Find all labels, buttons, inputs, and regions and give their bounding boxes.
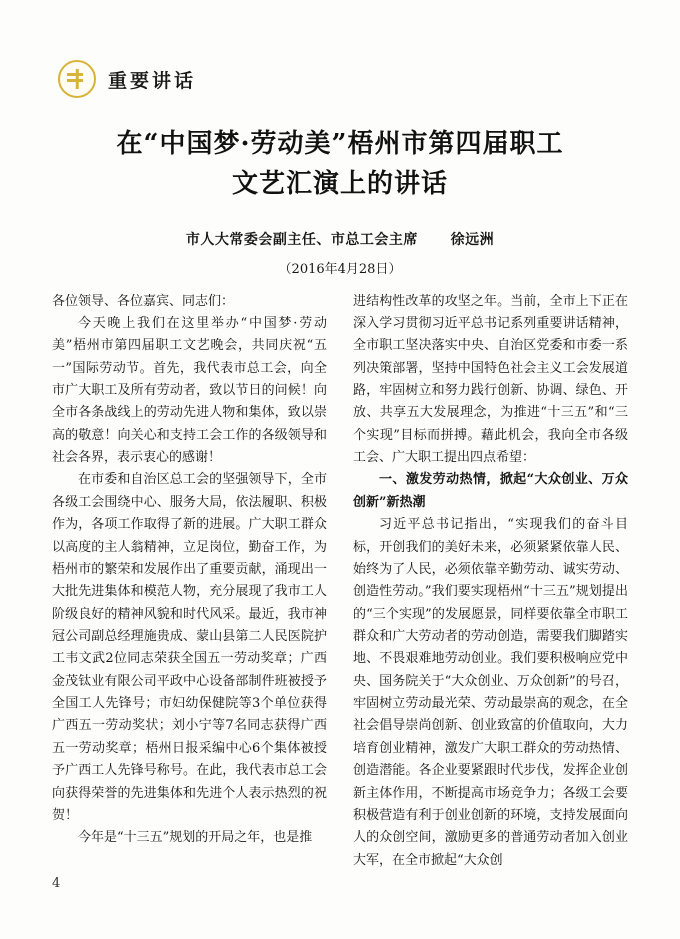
body-columns bbox=[52, 291, 628, 905]
paragraph: 进结构性改革的攻坚之年。当前，全市上下正在深入学习贯彻习近平总书记系列重要讲话精神，全市职工坚决落实中央、自治区党委和市委一系列决策部署，坚持中国特色社会主义工会发展道路，牢固树立和努力践行创新、协调、绿色、开放、共享五大发展理念，为推进“十三五”和“三个实现”目标而拼搏。藉此机会，我向全市各级工会、广大职工提出四点希望： bbox=[353, 293, 628, 466]
section-badge bbox=[58, 60, 628, 98]
paragraph: 各位领导、各位嘉宾、同志们： bbox=[52, 293, 235, 309]
page-number: 4 bbox=[52, 876, 61, 891]
left-column bbox=[52, 291, 327, 905]
byline-role: 市人大常委会副主任、市总工会主席 bbox=[185, 231, 418, 248]
title-line-2: 文艺汇演上的讲话 bbox=[231, 169, 448, 200]
byline-date: （2016年4月28日） bbox=[278, 261, 402, 277]
title-line-1: 在“中国梦·劳动美”梧州市第四届职工 bbox=[116, 129, 564, 159]
right-column bbox=[353, 291, 628, 905]
paragraph: 习近平总书记指出，“实现我们的奋斗目标，开创我们的美好未来，必须紧紧依靠人民、始终为了人民，必须依靠辛勤劳动、诚实劳动、创造性劳动。”我们要实现梧州“十三五”规划提出的“三个实现”的发展愿景，同样要依靠全市职工群众和广大劳动者的劳动创造，需要我们脚踏实地、不畏艰难地劳动创业。我们要积极响应党中央、国务院关于“大众创业、万众创新”的号召，牢固树立劳动最光荣、劳动最崇高的观念，在全社会倡导崇尚创新、创业致富的价值取向，大力培育创业精神，激发广大职工群众的劳动热情、创造潜能。各企业要紧跟时代步伐，发挥企业创新主体作用，不断提高市场竞争力；各级工会要积极营造有利于创业创新的环境，支持发展面向人的众创空间，激励更多的普通劳动者加入创业大军，在全市掀起“大众创 bbox=[353, 517, 628, 868]
subheading: 一、激发劳动热情，掀起“大众创业、万众创新”新热潮 bbox=[353, 472, 628, 510]
section-badge-label: 重要讲话 bbox=[108, 69, 197, 92]
byline-name: 徐远洲 bbox=[450, 231, 495, 248]
byline bbox=[52, 229, 628, 249]
seal-emblem-icon bbox=[58, 60, 96, 98]
paragraph: 在市委和自治区总工会的坚强领导下，全市各级工会围绕中心、服务大局，依法履职、积极作为，各项工作取得了新的进展。广大职工群众以高度的主人翁精神，立足岗位，勤奋工作，为梧州市的繁荣和发展作出了重要贡献，涌现出一大批先进集体和模范人物，充分展现了我市工人阶级良好的精神风貌和时代风采。最近，我市神冠公司副总经理施贵成、蒙山县第二人民医院护工韦文武2位同志荣获全国五一劳动奖章；广西金茂钛业有限公司平政中心设备部制件班被授予全国工人先锋号；市妇幼保健院等3个单位获得广西五一劳动奖状；刘小宁等7名同志获得广西五一劳动奖章；梧州日报采编中心6个集体被授予广西工人先锋号称号。在此，我代表市总工会向获得荣誉的先进集体和先进个人表示热烈的祝贺！ bbox=[52, 472, 327, 823]
paragraph: 今天晚上我们在这里举办“中国梦·劳动美”梧州市第四届职工文艺晚会，共同庆祝“五一”国际劳动节。首先，我代表市总工会，向全市广大职工及所有劳动者，致以节日的问候！向全市各条战线上的劳动先进人物和集体，致以崇高的敬意！向关心和支持工会工作的各级领导和社会各界，表示衷心的感谢！ bbox=[52, 315, 327, 466]
page-title bbox=[60, 124, 620, 205]
paragraph: 今年是“十三五”规划的开局之年，也是推 bbox=[78, 830, 313, 846]
